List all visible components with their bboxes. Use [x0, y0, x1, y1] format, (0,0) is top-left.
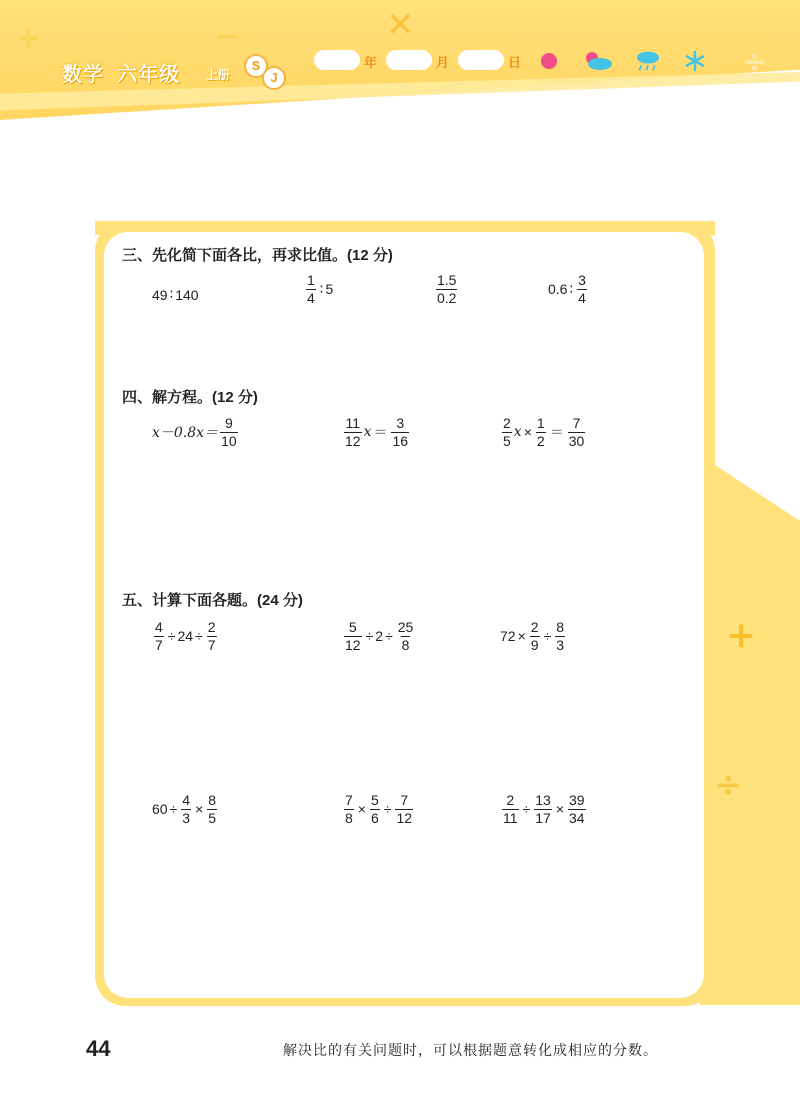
sunny-icon[interactable] — [538, 50, 560, 72]
year-label: 年 — [364, 55, 378, 70]
badge-s: S — [244, 54, 268, 78]
fraction: $\frac{4}{3}$ — [182, 792, 191, 826]
equation-2: $\frac{11}{12}$ x ＝ $\frac{3}{16}$ — [345, 415, 409, 449]
fraction: $\frac{2}{9}$ — [530, 619, 539, 653]
fraction: $\frac{13}{17}$ — [535, 792, 551, 826]
fraction: $\frac{3}{16}$ — [392, 415, 409, 449]
footer-tip: 解决比的有关问题时，可以根据题意转化成相应的分数。 — [283, 1042, 658, 1058]
frame-wing — [700, 455, 800, 1005]
section-5-title: 五、计算下面各题。(24 分) — [122, 592, 303, 609]
year-field[interactable] — [314, 50, 360, 70]
ratio-item-3 — [434, 273, 459, 305]
month-label: 月 — [436, 55, 450, 70]
divide-deco-icon: ÷ — [742, 45, 768, 80]
fraction: $\frac{8}{5}$ — [208, 792, 217, 826]
calc-item-2: $\frac{5}{12}$ ÷ 2 ÷ $\frac{25}{8}$ — [345, 619, 414, 653]
fraction: $\frac{8}{3}$ — [556, 619, 565, 653]
calc-item-4: 60 ÷ $\frac{4}{3}$ × $\frac{8}{5}$ — [152, 792, 217, 826]
fraction: $\frac{1}{4}$ — [307, 272, 315, 306]
month-field[interactable] — [386, 50, 432, 70]
fraction: $\frac{7}{12}$ — [396, 792, 413, 826]
day-label: 日 — [508, 55, 522, 70]
plus-deco-icon: + — [726, 615, 757, 656]
ratio-item-2: $\frac{1}{4}$ ∶ 5 — [307, 272, 334, 306]
fraction: $\frac{2}{7}$ — [207, 619, 216, 653]
fraction: $\frac{39}{34}$ — [569, 792, 585, 826]
section-3-title: 三、先化简下面各比，再求比值。(12 分) — [122, 247, 393, 264]
fraction: $\frac{1}{2}$ — [536, 415, 545, 449]
plus-deco-icon: + — [16, 21, 42, 56]
ratio-item-4: 0.6 ∶ $\frac{3}{4}$ — [548, 272, 586, 306]
minus-deco-icon: − — [215, 19, 241, 54]
volume-label: 上册 — [206, 68, 231, 82]
fraction: $\frac{7}{8}$ — [345, 792, 353, 826]
equation-3: $\frac{2}{5}$ x × $\frac{1}{2}$ ＝ $\frac{7}{30}$ — [503, 415, 585, 449]
divide-deco-icon: ÷ — [714, 765, 743, 805]
exercise-card — [104, 232, 704, 998]
cloudy-icon[interactable] — [582, 50, 614, 72]
calc-item-5: $\frac{7}{8}$ × $\frac{5}{6}$ ÷ $\frac{7}{12}$ — [345, 792, 413, 826]
fraction: $\frac{2}{5}$ — [503, 415, 511, 449]
section-4-title: 四、解方程。(12 分) — [122, 389, 258, 406]
fraction: $\frac{25}{8}$ — [397, 619, 414, 653]
fraction: $\frac{4}{7}$ — [155, 619, 163, 653]
equation-1: x－0.8x＝ $\frac{9}{10}$ — [152, 415, 237, 449]
fraction: $\frac{3}{4}$ — [578, 272, 586, 306]
calc-item-3: 72 × $\frac{2}{9}$ ÷ $\frac{8}{3}$ — [500, 619, 565, 653]
brand-title: 数学 六年级 — [62, 64, 181, 86]
rainy-icon[interactable] — [632, 50, 664, 72]
badge-j: J — [262, 66, 286, 90]
ratio-item-1: 49 ∶ 140 — [152, 286, 199, 303]
fraction: $\frac{11}{12}$ — [345, 415, 361, 449]
fraction: $\frac{5}{12}$ — [345, 619, 361, 653]
calc-item-1: $\frac{4}{7}$ ÷ 24 ÷ $\frac{2}{7}$ — [155, 619, 216, 653]
fraction: $\frac{5}{6}$ — [370, 792, 379, 826]
fraction: $\frac{9}{10}$ — [221, 415, 237, 449]
snow-icon[interactable] — [684, 50, 706, 72]
fraction: $\frac{7}{30}$ — [568, 415, 585, 449]
page-number: 44 — [86, 1036, 111, 1061]
calc-item-6: $\frac{2}{11}$ ÷ $\frac{13}{17}$ × $\frac{39}{34}$ — [503, 792, 585, 826]
fraction: $\frac{1.5}{0.2}$ — [437, 272, 457, 306]
day-field[interactable] — [458, 50, 504, 70]
times-deco-icon: ✕ — [386, 5, 415, 45]
fraction: $\frac{2}{11}$ — [503, 792, 518, 826]
